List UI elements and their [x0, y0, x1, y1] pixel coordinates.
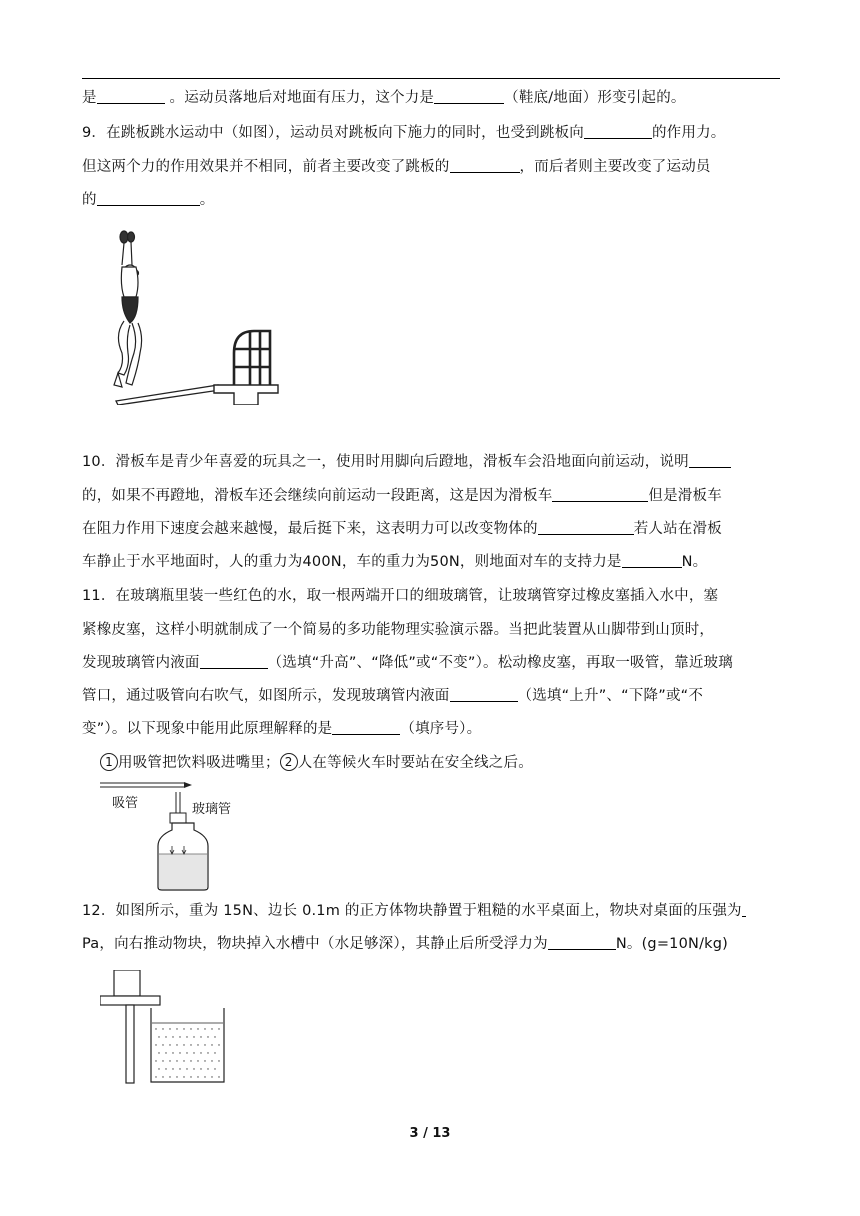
text: （选填“上升”、“下降”或“不 [517, 688, 704, 704]
question-11-line-3 [82, 653, 782, 673]
question-10-line-4 [82, 552, 782, 572]
text: 若人站在滑板 [633, 521, 722, 537]
text: 的，如果不再蹬地，滑板车还会继续向前运动一段距离，这是因为滑板车 [82, 488, 553, 504]
text: 车静止于水平地面时，人的重力为400N，车的重力为50N，则地面对车的支持力是 [82, 554, 622, 570]
table-leg [126, 1005, 134, 1083]
answer-blank[interactable] [450, 158, 520, 173]
text: 的作用力。 [651, 125, 726, 141]
straw-label: 吸管 [112, 796, 139, 811]
option-2-marker: 2 [280, 753, 298, 771]
question-12-line-1 [82, 901, 782, 921]
glass-tube-label: 玻璃管 [192, 802, 232, 817]
question-12-line-2 [82, 934, 782, 954]
diving-board [116, 385, 220, 405]
option-2-text: 人在等候火车时要站在安全线之后。 [297, 755, 533, 771]
text: （选填“升高”、“降低”或“不变”）。松动橡皮塞，再取一吸管，靠近玻璃 [267, 655, 733, 671]
answer-blank[interactable] [548, 935, 616, 950]
question-11-line-4 [82, 686, 782, 706]
board-stand [214, 385, 278, 405]
text: 发现玻璃管内液面 [82, 655, 200, 671]
question-9-line-1 [82, 123, 782, 143]
cube-block [114, 970, 140, 996]
option-1-text: 用吸管把饮料吸进嘴里； [118, 755, 280, 771]
text: 。 [199, 192, 215, 208]
text: 在阻力作用下速度会越来越慢，最后挺下来，这表明力可以改变物体的 [82, 521, 538, 537]
text: 但是滑板车 [648, 488, 722, 504]
option-1-marker: 1 [100, 753, 118, 771]
answer-blank[interactable] [538, 520, 634, 535]
question-11-line-2 [82, 620, 782, 640]
diving-board-figure [100, 225, 280, 405]
question-11-options [100, 753, 800, 773]
answer-blank[interactable] [200, 654, 268, 669]
answer-blank[interactable] [97, 191, 200, 206]
text: （填序号）。 [400, 721, 482, 737]
answer-blank[interactable] [450, 687, 518, 702]
question-11-line-1 [82, 586, 782, 606]
text: N。 [681, 554, 708, 570]
text: 。运动员落地后对地面有压力，这个力是 [169, 90, 435, 106]
water-tank [151, 1008, 224, 1082]
answer-blank[interactable] [622, 553, 682, 568]
question-9-line-2 [82, 157, 782, 177]
text: Pa，向右推动物块，物块掉入水槽中（水足够深），其静止后所受浮力为 [82, 936, 548, 952]
bottle-experiment-figure [100, 780, 250, 895]
text: 但这两个力的作用效果并不相同，前者主要改变了跳板的 [82, 159, 450, 175]
answer-blank[interactable] [434, 89, 504, 104]
question-10-line-3 [82, 519, 782, 539]
answer-blank[interactable] [97, 89, 165, 104]
text: 9．在跳板跳水运动中（如图），运动员对跳板向下施力的同时，也受到跳板向 [82, 125, 584, 141]
block-tank-figure [100, 970, 240, 1085]
question-11-line-5 [82, 719, 782, 739]
answer-blank[interactable] [584, 124, 652, 139]
question-10-line-1 [82, 452, 782, 472]
text: 10．滑板车是青少年喜爱的玩具之一，使用时用脚向后蹬地，滑板车会沿地面向前运动，说明 [82, 454, 689, 470]
text: 紧橡皮塞，这样小明就制成了一个简易的多功能物理实验演示器。当把此装置从山脚带到山顶时， [82, 622, 715, 638]
question-9-line-3 [82, 190, 782, 210]
answer-blank[interactable] [332, 720, 400, 735]
diver-icon [114, 231, 142, 387]
text: 的 [82, 192, 97, 208]
railing-icon [234, 331, 270, 385]
text: N。(g=10N/kg) [615, 936, 729, 952]
page-number: 3 / 13 [409, 1126, 451, 1141]
text: 变”）。以下现象中能用此原理解释的是 [82, 721, 333, 737]
question-10-line-2 [82, 486, 782, 506]
text: ，而后者则主要改变了运动员 [519, 159, 711, 175]
answer-blank[interactable] [552, 487, 648, 502]
question-8-tail [82, 88, 782, 108]
header-rule [82, 78, 780, 79]
table-top [100, 996, 160, 1005]
text: 11．在玻璃瓶里装一些红色的水，取一根两端开口的细玻璃管，让玻璃管穿过橡皮塞插入水中，塞 [82, 588, 719, 604]
text: （鞋底/地面）形变引起的。 [504, 90, 686, 106]
text: 管口，通过吸管向右吹气，如图所示，发现玻璃管内液面 [82, 688, 450, 704]
answer-blank[interactable] [689, 453, 731, 468]
text: 是 [82, 90, 97, 106]
text: 12．如图所示，重为 15N、边长 0.1m 的正方体物块静置于粗糙的水平桌面上，物块对桌面的压强为 [82, 903, 742, 919]
answer-blank[interactable] [742, 902, 746, 917]
water-dots [155, 1028, 219, 1077]
